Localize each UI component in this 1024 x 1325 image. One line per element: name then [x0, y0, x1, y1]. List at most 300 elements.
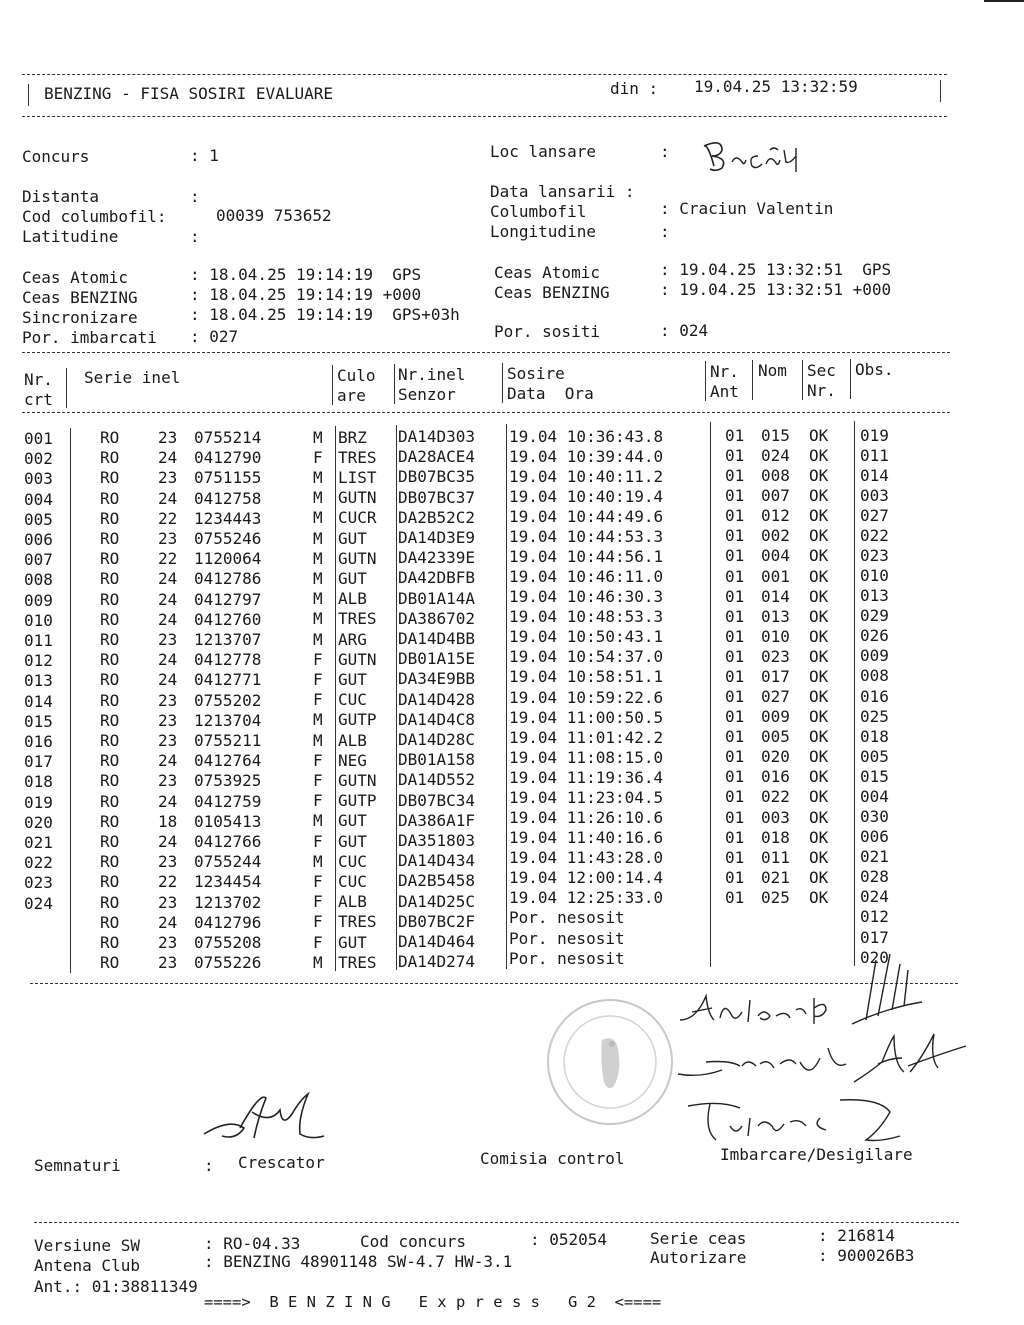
cell-arrival: 19.04 10:39:44.0	[509, 446, 664, 466]
cell-ring-number: 0412790	[194, 448, 262, 468]
cell-sex: F	[313, 791, 323, 811]
cell-color: TRES	[338, 447, 377, 467]
cell-year: 24	[158, 912, 178, 932]
cell-arrival: 19.04 10:59:22.6	[509, 687, 664, 707]
cell-arrival: 19.04 11:08:15.0	[509, 747, 664, 767]
cell-arrival: 19.04 10:44:53.3	[509, 526, 664, 546]
cell-sensor-id: DA386702	[398, 608, 476, 628]
cell-country: RO	[100, 953, 120, 973]
cell-country: RO	[100, 529, 120, 548]
cell-nom: 020	[761, 747, 790, 767]
cell-country: RO	[100, 751, 120, 771]
cell-sex: M	[313, 548, 323, 568]
longitudine-value: :	[660, 222, 670, 241]
col-sep-nr	[70, 428, 71, 973]
cell-year: 23	[158, 630, 178, 649]
cell-sensor-id: DA42339E	[398, 548, 476, 568]
commission-initials-1	[846, 947, 926, 1030]
cell-color: GUT	[338, 831, 367, 851]
cell-obs: 006	[860, 827, 889, 847]
cell-sec: OK	[809, 867, 829, 887]
cell-arrival: Por. nesosit	[509, 928, 625, 948]
sincronizare-value: : 18.04.25 19:14:19 GPS+03h	[190, 305, 460, 324]
ceas-atomic-start-value: : 18.04.25 19:14:19 GPS	[190, 265, 422, 284]
cell-nom: 023	[761, 646, 790, 666]
cell-color: GUT	[338, 932, 367, 952]
col-sep-nrinel	[396, 425, 397, 970]
cell-sec: OK	[809, 727, 829, 747]
cell-obs: 003	[860, 485, 889, 505]
cell-country: RO	[100, 589, 120, 609]
cell-nom: 010	[761, 626, 790, 646]
longitudine-label: Longitudine	[490, 222, 596, 241]
header-top-rule	[22, 74, 947, 75]
cell-obs: 026	[860, 626, 889, 646]
cell-arrival: 19.04 10:40:11.2	[509, 466, 664, 486]
cell-nom: 022	[761, 787, 790, 807]
loc-lansare-handwritten	[700, 136, 810, 176]
cell-sec: OK	[809, 606, 829, 626]
cell-year: 23	[158, 529, 178, 548]
cell-year: 24	[158, 488, 178, 508]
cell-year: 24	[158, 448, 178, 468]
cell-nr-crt: 013	[24, 671, 53, 691]
cell-nr-crt: 009	[24, 590, 53, 610]
table-top-rule	[22, 352, 950, 353]
header-obs: Obs.	[855, 360, 894, 379]
cell-sec: OK	[809, 687, 829, 707]
sincronizare-label: Sincronizare	[22, 308, 138, 327]
cell-nom: 014	[761, 586, 790, 606]
header-bottom-rule	[22, 116, 947, 117]
cell-sex: F	[313, 447, 323, 467]
antena-id: Ant.: 01:38811349	[34, 1277, 198, 1296]
cod-columbofil-value: 00039 753652	[216, 206, 332, 225]
cell-arrival: 19.04 11:00:50.5	[509, 707, 664, 727]
cell-antenna: 01	[725, 767, 745, 787]
cell-nr-crt: 006	[24, 530, 53, 549]
cell-ring-number: 0412766	[194, 832, 262, 851]
cell-sex: F	[313, 831, 323, 851]
cell-sensor-id: DA34E9BB	[398, 669, 476, 689]
cell-color: ALB	[338, 730, 367, 750]
por-imbarcati-label: Por. imbarcati	[22, 328, 157, 347]
cell-obs: 025	[860, 706, 889, 726]
table-header-rule	[22, 412, 950, 413]
imbarcare-desigilare-label: Imbarcare/Desigilare	[720, 1145, 913, 1164]
report-date-label: din :	[610, 79, 659, 98]
header-right-bar	[940, 80, 941, 102]
cell-country: RO	[100, 832, 120, 851]
cell-sensor-id: DA14D464	[398, 932, 476, 951]
cell-sec: OK	[809, 847, 829, 867]
cell-ring-number: 0412796	[194, 912, 262, 932]
cell-sex: F	[313, 912, 323, 932]
cell-color: GUTN	[338, 488, 377, 508]
serie-ceas-value: : 216814	[818, 1226, 896, 1245]
cell-sec: OK	[809, 546, 829, 566]
cell-sec: OK	[809, 827, 829, 847]
ceas-benzing-end-value: : 19.04.25 13:32:51 +000	[660, 280, 892, 299]
cell-sex: F	[313, 690, 323, 710]
columbofil-label: Columbofil	[490, 202, 587, 221]
cell-country: RO	[100, 771, 120, 791]
autorizare-value: : 900026B3	[818, 1246, 915, 1265]
header-sec-1: Sec	[807, 361, 836, 380]
cell-year: 18	[158, 811, 178, 831]
cell-obs: 029	[860, 606, 889, 626]
cod-columbofil-label: Cod columbofil:	[22, 207, 167, 226]
cell-ring-number: 1213707	[194, 630, 262, 649]
versiune-sw-label: Versiune SW	[34, 1236, 140, 1255]
serie-ceas-label: Serie ceas	[650, 1229, 747, 1248]
cell-sec: OK	[809, 747, 829, 767]
cell-sensor-id: DA42DBFB	[398, 568, 476, 588]
ceas-atomic-start-label: Ceas Atomic	[22, 268, 128, 287]
cell-sensor-id: DA14D4BB	[398, 629, 476, 648]
loc-lansare-label: Loc lansare	[490, 142, 596, 161]
header-sec-2: Nr.	[807, 381, 836, 400]
header-serie-inel: Serie inel	[84, 368, 181, 387]
cell-antenna: 01	[725, 586, 745, 606]
cell-year: 24	[158, 569, 178, 589]
cell-nr-crt: 015	[24, 711, 53, 731]
cell-country: RO	[100, 569, 120, 589]
cell-antenna: 01	[725, 486, 745, 506]
cell-country: RO	[100, 933, 120, 952]
cell-ring-number: 0755226	[194, 953, 262, 973]
cell-color: GUTN	[338, 548, 377, 568]
cell-ring-number: 1234454	[194, 872, 262, 892]
cell-nr-crt: 008	[24, 570, 53, 590]
cell-sec: OK	[809, 466, 829, 486]
cell-antenna: 01	[725, 646, 745, 666]
cell-sex: M	[313, 609, 323, 629]
cell-nr-crt: 019	[24, 792, 53, 812]
cell-color: GUT	[338, 528, 367, 548]
cell-obs: 028	[860, 867, 889, 887]
cell-sex: M	[313, 851, 323, 871]
cell-nr-crt: 023	[24, 873, 53, 893]
cell-sec: OK	[809, 887, 829, 907]
cell-year: 23	[158, 852, 178, 872]
cell-arrival: 19.04 11:43:28.0	[509, 848, 664, 868]
cell-color: GUT	[338, 568, 367, 588]
crescator-signature	[200, 1088, 330, 1148]
columbofil-value: : Craciun Valentin	[660, 199, 834, 218]
cell-country: RO	[100, 609, 120, 629]
cell-ring-number: 0412764	[194, 751, 262, 771]
cell-sensor-id: DB07BC34	[398, 790, 476, 810]
cell-arrival: 19.04 12:00:14.4	[509, 868, 664, 888]
cell-color: GUTP	[338, 710, 377, 730]
cell-color: ARG	[338, 629, 367, 649]
hsep	[332, 365, 333, 405]
header-culoare-2: are	[337, 386, 366, 405]
cell-antenna: 01	[725, 887, 745, 907]
cell-ring-number: 1234443	[194, 508, 262, 528]
cell-sex: M	[313, 589, 323, 609]
cell-antenna: 01	[725, 666, 745, 686]
header-nrinel-2: Senzor	[398, 385, 456, 404]
header-nrant-1: Nr.	[710, 362, 739, 381]
header-crt: crt	[24, 390, 53, 409]
latitudine-label: Latitudine	[22, 227, 119, 246]
cell-ring-number: 0755211	[194, 731, 262, 750]
cell-antenna: 01	[725, 546, 745, 566]
header-left-bar	[28, 84, 29, 106]
cell-nom: 009	[761, 707, 790, 727]
hsep	[394, 364, 395, 404]
cell-ring-number: 0412778	[194, 650, 262, 670]
distanta-value: :	[190, 187, 200, 206]
cell-arrival: 19.04 11:26:10.6	[509, 808, 664, 828]
cell-nom: 027	[761, 687, 790, 707]
cell-ring-number: 0755214	[194, 428, 262, 447]
cell-nom: 002	[761, 526, 790, 546]
cell-nom: 015	[761, 426, 790, 445]
cell-year: 23	[158, 710, 178, 730]
cell-country: RO	[100, 428, 120, 447]
cell-obs: 010	[860, 566, 889, 586]
hsep	[502, 363, 503, 403]
cell-nom: 007	[761, 486, 790, 506]
header-culoare-1: Culo	[337, 366, 376, 385]
cell-obs: 019	[860, 425, 889, 445]
cell-sensor-id: DA14D552	[398, 770, 476, 790]
cell-ring-number: 0412797	[194, 589, 262, 609]
cell-sec: OK	[809, 566, 829, 586]
cell-color: TRES	[338, 952, 377, 972]
cell-nom: 004	[761, 546, 790, 566]
cell-color: TRES	[338, 912, 377, 932]
cell-color: CUC	[338, 690, 367, 710]
cell-nom: 024	[761, 446, 790, 466]
cell-sex: M	[313, 427, 323, 447]
cell-arrival: 19.04 10:40:19.4	[509, 486, 664, 506]
cell-nom: 012	[761, 506, 790, 526]
cell-obs: 012	[860, 907, 889, 927]
cell-ring-number: 0412771	[194, 670, 262, 690]
cell-year: 23	[158, 892, 178, 912]
hsep	[850, 359, 851, 399]
cell-nr-crt: 016	[24, 732, 53, 751]
cell-sec: OK	[809, 767, 829, 787]
cell-sensor-id: DA28ACE4	[398, 447, 476, 467]
header-sosire-2: Data Ora	[507, 384, 594, 403]
cell-sex: F	[313, 750, 323, 770]
cell-obs: 013	[860, 586, 889, 606]
cell-country: RO	[100, 508, 120, 528]
cell-antenna: 01	[725, 867, 745, 887]
concurs-value: : 1	[190, 146, 219, 165]
cell-sec: OK	[809, 807, 829, 827]
cell-year: 23	[158, 468, 178, 488]
cell-antenna: 01	[725, 506, 745, 526]
cell-color: CUC	[338, 851, 367, 871]
cell-obs: 005	[860, 746, 889, 766]
cell-year: 22	[158, 508, 178, 528]
cell-sensor-id: DA2B5458	[398, 871, 476, 891]
hsep	[752, 360, 753, 400]
cell-obs: 030	[860, 807, 889, 827]
cell-nr-crt: 011	[24, 631, 53, 650]
cell-obs: 015	[860, 766, 889, 786]
cell-ring-number: 0412786	[194, 569, 262, 589]
cell-year: 23	[158, 690, 178, 710]
cell-antenna: 01	[725, 847, 745, 867]
cell-color: CUCR	[338, 508, 377, 528]
header-nr: Nr.	[24, 370, 53, 389]
report-title: BENZING - FISA SOSIRI EVALUARE	[44, 84, 333, 103]
cell-color: LIST	[338, 467, 377, 487]
cell-obs: 011	[860, 445, 889, 465]
cell-nr-crt: 001	[24, 429, 53, 448]
crescator-label: Crescator	[238, 1153, 325, 1172]
cell-sex: M	[313, 811, 323, 831]
antena-club-value: : BENZING 48901148 SW-4.7 HW-3.1	[204, 1252, 513, 1271]
antena-club-label: Antena Club	[34, 1256, 140, 1275]
cell-antenna: 01	[725, 566, 745, 586]
cell-obs: 020	[860, 947, 889, 967]
cell-obs: 016	[860, 686, 889, 706]
cell-sec: OK	[809, 426, 829, 445]
header-nrinel-1: Nr.inel	[398, 365, 466, 384]
cell-nom: 005	[761, 727, 790, 747]
autorizare-label: Autorizare	[650, 1248, 747, 1267]
cell-nr-crt: 020	[24, 812, 53, 832]
data-lansarii-label: Data lansarii :	[490, 182, 635, 201]
cell-country: RO	[100, 670, 120, 690]
cell-ring-number: 1213702	[194, 892, 262, 912]
cell-ring-number: 0753925	[194, 771, 262, 791]
cell-country: RO	[100, 872, 120, 892]
ceas-benzing-end-label: Ceas BENZING	[494, 283, 610, 302]
club-stamp	[530, 990, 690, 1130]
cell-sensor-id: DB07BC37	[398, 487, 476, 507]
cell-sec: OK	[809, 626, 829, 646]
cell-year: 24	[158, 650, 178, 670]
cell-sex: F	[313, 649, 323, 669]
cell-sec: OK	[809, 646, 829, 666]
ceas-atomic-end-value: : 19.04.25 13:32:51 GPS	[660, 260, 892, 279]
cell-color: GUTN	[338, 649, 377, 669]
distanta-label: Distanta	[22, 187, 100, 206]
cell-year: 24	[158, 832, 178, 851]
table-bottom-rule	[30, 983, 958, 984]
cell-arrival: 19.04 10:50:43.1	[509, 627, 664, 647]
cell-color: ALB	[338, 589, 367, 609]
cell-sex: M	[313, 508, 323, 528]
cell-country: RO	[100, 468, 120, 488]
cell-sensor-id: DA14D428	[398, 689, 476, 709]
cell-ring-number: 0755208	[194, 933, 262, 952]
cell-year: 24	[158, 791, 178, 811]
cell-nr-crt: 004	[24, 489, 53, 509]
header-nrant-2: Ant	[710, 382, 739, 401]
cell-antenna: 01	[725, 827, 745, 847]
cell-country: RO	[100, 791, 120, 811]
ceas-benzing-start-label: Ceas BENZING	[22, 288, 138, 307]
cell-antenna: 01	[725, 426, 745, 445]
cell-sensor-id: DB01A15E	[398, 649, 476, 669]
cell-nom: 011	[761, 847, 790, 867]
cell-country: RO	[100, 852, 120, 872]
cell-antenna: 01	[725, 687, 745, 707]
cell-sec: OK	[809, 446, 829, 466]
cell-year: 23	[158, 428, 178, 447]
cell-country: RO	[100, 488, 120, 508]
cell-sensor-id: DB01A14A	[398, 588, 476, 608]
commission-signature-2	[670, 1040, 850, 1086]
cell-color: TRES	[338, 609, 377, 629]
cell-obs: 009	[860, 646, 889, 666]
cell-nr-crt: 024	[24, 893, 53, 913]
ceas-benzing-start-value: : 18.04.25 19:14:19 +000	[190, 285, 422, 304]
cell-sex: F	[313, 669, 323, 689]
cell-ring-number: 0412758	[194, 488, 262, 508]
report-date-value: 19.04.25 13:32:59	[694, 77, 858, 96]
cell-color: GUTN	[338, 770, 377, 790]
footer-top-rule	[34, 1222, 959, 1223]
cell-arrival: 19.04 10:58:51.1	[509, 667, 664, 687]
cell-antenna: 01	[725, 707, 745, 727]
cell-ring-number: 0755244	[194, 852, 262, 872]
cell-sensor-id: DB07BC35	[398, 467, 476, 487]
cell-obs: 027	[860, 505, 889, 525]
cell-obs: 024	[860, 887, 889, 907]
cell-country: RO	[100, 630, 120, 649]
cell-nr-crt: 007	[24, 550, 53, 570]
cell-sex: F	[313, 871, 323, 891]
cell-country: RO	[100, 549, 120, 569]
cell-country: RO	[100, 912, 120, 932]
cell-nom: 017	[761, 666, 790, 686]
cell-sensor-id: DA2B52C2	[398, 507, 476, 527]
cell-sensor-id: DA14D4C8	[398, 709, 476, 729]
hsep	[66, 368, 67, 408]
cell-sensor-id: DA14D274	[398, 952, 476, 972]
cell-obs: 018	[860, 726, 889, 746]
cell-color: NEG	[338, 750, 367, 770]
cell-color: GUT	[338, 811, 367, 831]
cell-arrival: 19.04 11:01:42.2	[509, 727, 664, 747]
cell-year: 23	[158, 933, 178, 952]
cell-sex: M	[313, 629, 323, 649]
cell-year: 22	[158, 549, 178, 569]
cell-arrival: 19.04 11:40:16.6	[509, 828, 664, 848]
cell-nom: 008	[761, 466, 790, 486]
cell-obs: 014	[860, 465, 889, 485]
cell-sensor-id: DA14D25C	[398, 891, 476, 911]
cell-color: GUT	[338, 669, 367, 689]
cell-nom: 001	[761, 566, 790, 586]
concurs-label: Concurs	[22, 147, 90, 166]
cell-color: ALB	[338, 892, 367, 912]
cell-year: 22	[158, 872, 178, 892]
col-sep-sosire	[506, 424, 507, 969]
cell-antenna: 01	[725, 807, 745, 827]
cell-country: RO	[100, 448, 120, 468]
semnaturi-label: Semnaturi	[34, 1156, 121, 1175]
benzing-banner: ====> B E N Z I N G E x p r e s s G 2 <====	[204, 1293, 662, 1311]
cell-nom: 016	[761, 767, 790, 787]
cell-antenna: 01	[725, 747, 745, 767]
cell-obs: 008	[860, 666, 889, 686]
commission-initials-2	[850, 1028, 970, 1088]
cell-arrival: 19.04 10:36:43.8	[509, 426, 664, 446]
cell-sec: OK	[809, 707, 829, 727]
